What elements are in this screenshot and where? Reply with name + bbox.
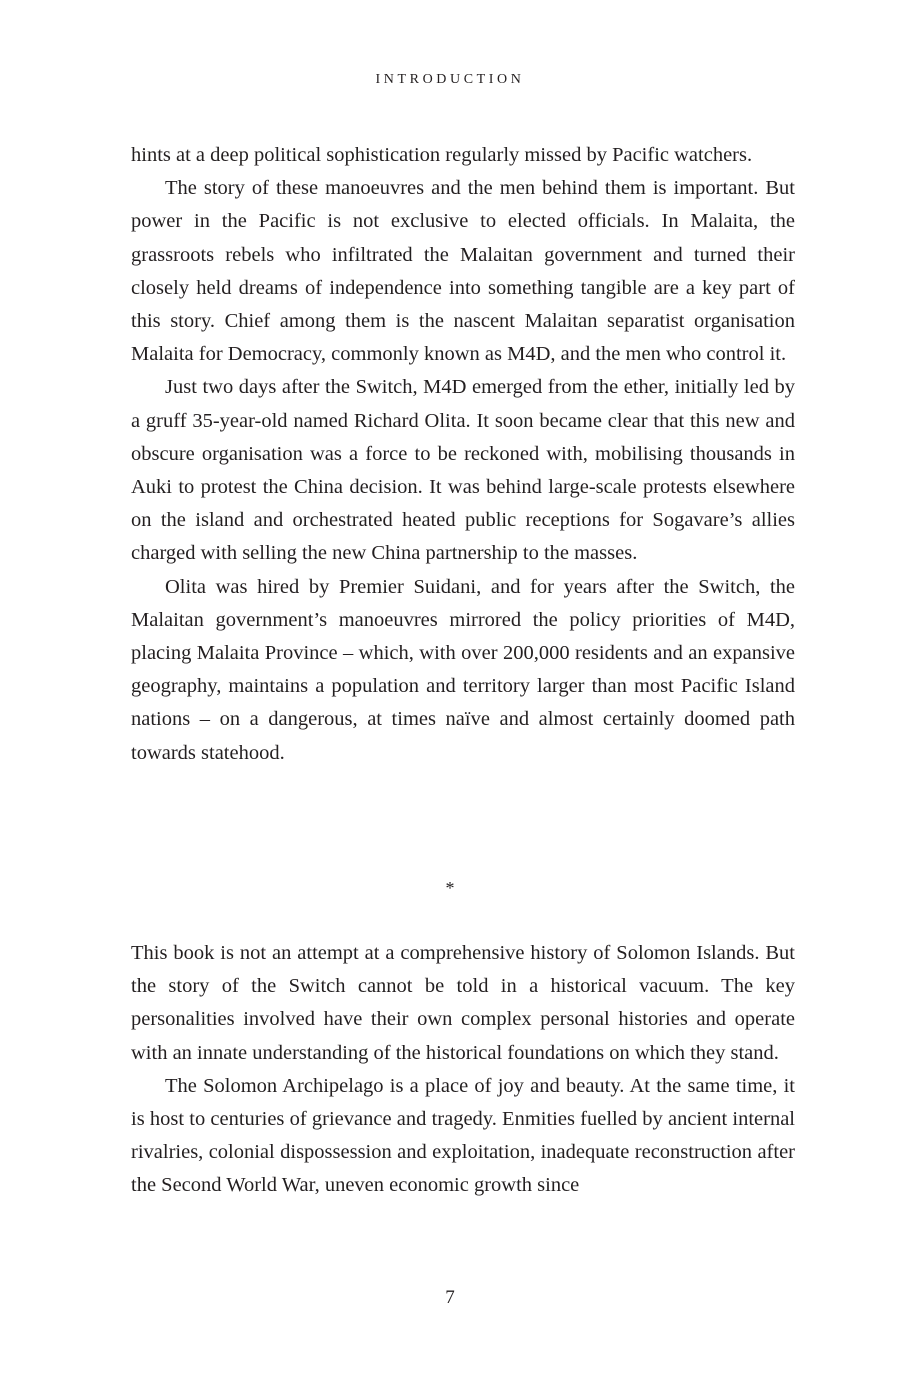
paragraph: Just two days after the Switch, M4D emerged from the ether, initially led by a gruff 35-year-old named Richard Olita. It soon became clear that this new and obscure organisation was a force to be reckoned with, mobilising thousands in Auki to protest the China decision. It was behind large-scale protests elsewhere on the island and orchestrated heated public receptions for Sogavare’s allies charged with selling the new China partnership to the masses. (131, 376, 795, 565)
section-2-text (131, 937, 795, 1203)
paragraph-section-start: This book is not an attempt at a comprehensive history of Solomon Islands. But the story of the Switch cannot be told in a historical vacuum. The key personalities involved have their own complex personal histories and operate with an innate understanding of the historical foundations on which they stand. (131, 942, 795, 1064)
paragraph-continued: hints at a deep political sophistication regularly missed by Pacific watchers. (131, 144, 753, 166)
section-break-asterisk: * (445, 878, 455, 898)
paragraph: The story of these manoeuvres and the men behind them is important. But power in the Pacific is not exclusive to elected officials. In Malaita, the grassroots rebels who infiltrated the Malaitan government and turned their closely held dreams of independence into something tangible are a key part of this story. Chief among them is the nascent Malaitan separatist organisation Malaita for Democracy, commonly known as M4D, and the men who control it. (131, 177, 795, 366)
page-number: 7 (445, 1287, 455, 1308)
paragraph: The Solomon Archipelago is a place of joy and beauty. At the same time, it is host to centuries of grievance and tragedy. Enmities fuelled by ancient internal rivalries, colonial dispossession and exploitation, inadequate reconstruction after the Second World War, uneven economic growth since (131, 1074, 795, 1197)
running-head: INTRODUCTION (375, 72, 525, 87)
section-1-text (131, 139, 795, 770)
paragraph: Olita was hired by Premier Suidani, and for years after the Switch, the Malaitan government’s manoeuvres mirrored the policy priorities of M4D, placing Malaita Province – which, with over 200,000 residents and an expansive geography, maintains a population and territory larger than most Pacific Island nations – on a dangerous, at times naïve and almost certainly doomed path towards statehood. (131, 575, 795, 764)
